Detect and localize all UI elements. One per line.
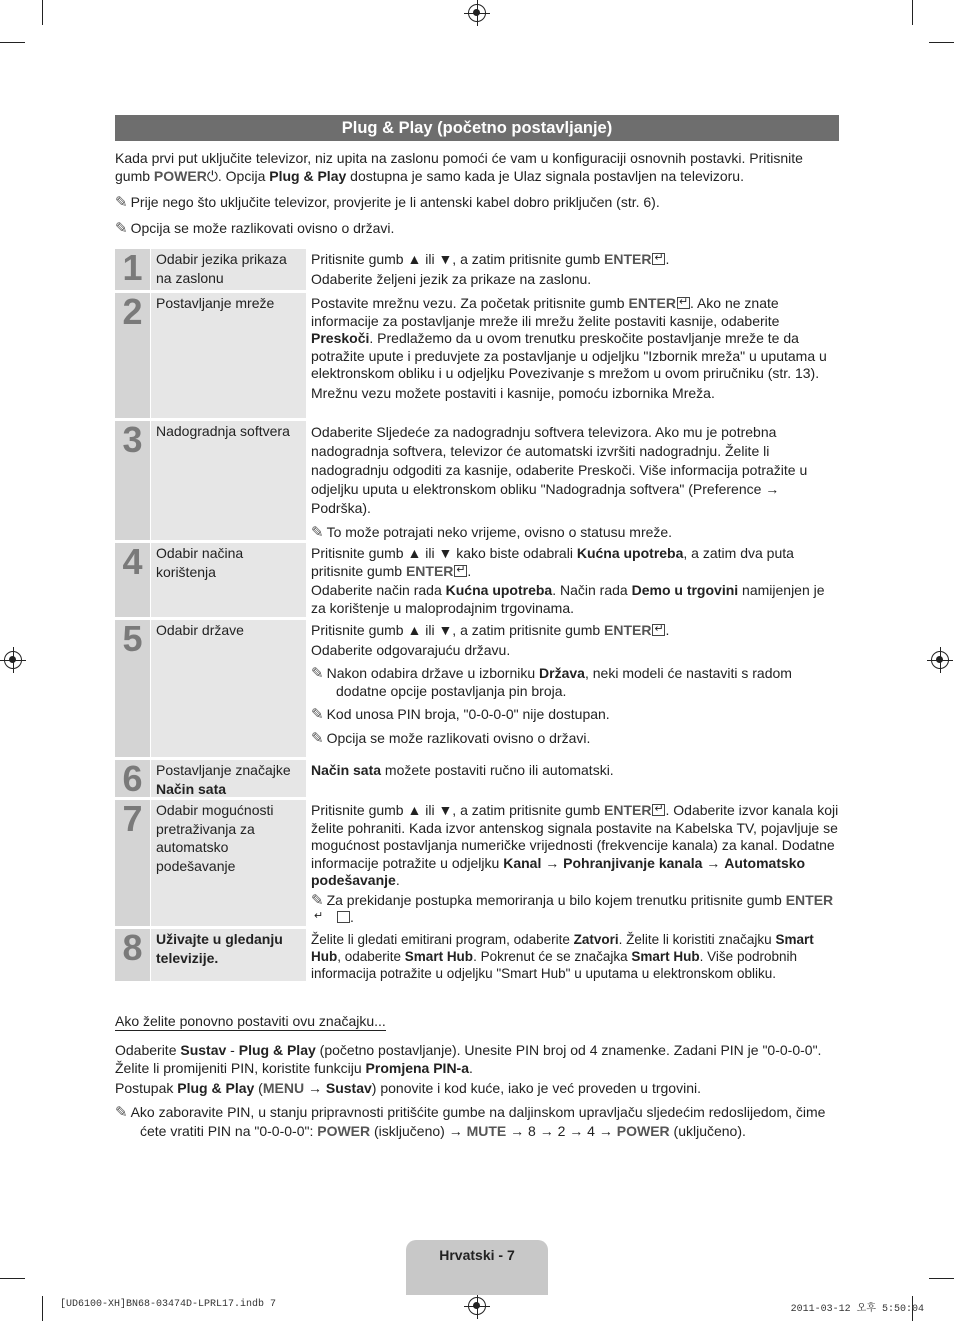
crop-mark	[0, 1278, 25, 1279]
step-description: Pritisnite gumb ▲ ili ▼, a zatim pritisnite gumb ENTER↵ . Odaberite željeni jezik za prikaze na zaslonu.	[306, 249, 839, 290]
step-label: Odabir mogućnosti pretraživanja za automatsko podešavanje	[151, 800, 306, 926]
registration-mark-icon	[468, 1297, 486, 1315]
steps-table	[115, 249, 839, 984]
step-row	[115, 421, 839, 540]
note-pencil-icon: ✎	[311, 706, 324, 723]
step-description: Način sata možete postaviti ručno ili automatski.	[311, 762, 614, 778]
step-number: 3	[115, 421, 150, 540]
crop-mark	[929, 42, 954, 43]
note: ✎ Opcija se može razlikovati ovisno o državi.	[115, 220, 395, 237]
step-number: 4	[115, 543, 150, 617]
step-description: Želite li gledati emitirani program, odaberite Zatvori. Želite li koristiti značajku Smart Hub, odaberite Smart Hub. Pokrenut će se značajka Smart Hub. Više podrobnih informacija potražite u odjeljku "Smart Hub" u uputama u elektronskom obliku.	[311, 932, 814, 981]
step-row	[115, 800, 839, 926]
note-pencil-icon: ✎	[115, 1104, 128, 1121]
step-number: 8	[115, 929, 150, 981]
step-number: 7	[115, 800, 150, 926]
note-pencil-icon: ✎	[115, 220, 128, 237]
step-number: 1	[115, 249, 150, 290]
page-title: Plug & Play (početno postavljanje)	[115, 115, 839, 141]
note-pencil-icon: ✎	[311, 729, 324, 747]
note-pencil-icon: ✎	[311, 891, 324, 909]
step-description: Pritisnite gumb ▲ ili ▼, a zatim pritisnite gumb ENTER↵ . Odaberite izvor kanala koji želite pohraniti. Kada izvor antenskog signala postavite na Kabelska TV, pojavljuje se mogućnost postavljanja numeričke vrijednosti (frekvencije kanala) za kanal. Dodatne informacije potražite u odjeljku Kanal → Pohranjivanje kanala → Automatsko podešavanje. ✎ Za prekidanje postupka memoriranja u bilo kojem trenutku pritisnite gumb ENTER↵.	[306, 800, 839, 926]
section-heading: Ako želite ponovno postaviti ovu značajku...	[115, 1013, 386, 1029]
step-description: Postavite mrežnu vezu. Za početak pritisnite gumb ENTER↵ . Ako ne znate informacije za postavljanje mreže ili mrežu želite postaviti kasnije, odaberite Preskoči. Predlažemo da u ovom trenutku preskočite postavljanje mreže te da potražite upute i preduvjete za postavljanje u odjeljku "Izbornik mreža" u uputama u elektronskom obliku i u odjeljku Povezivanje s mrežom u ovom priručniku (str. 13). Mrežnu vezu možete postaviti i kasnije, pomoću izbornika Mreža.	[306, 293, 839, 418]
crop-mark	[0, 42, 25, 43]
intro-text: Kada prvi put uključite televizor, niz upita na zaslonu pomoći će vam u konfiguraciji osnovnih postavki. Pritisnite gumb POWER⏻. Opcija Plug & Play dostupna je samo kada je Ulaz signala postavljen na televizoru.	[115, 150, 803, 184]
crop-mark	[929, 1278, 954, 1279]
step-label: Postavljanje mreže	[151, 293, 306, 418]
enter-icon	[652, 253, 665, 265]
step-row	[115, 293, 839, 418]
registration-mark-icon	[931, 651, 949, 669]
step-number: 6	[115, 760, 150, 797]
step-description: Pritisnite gumb ▲ ili ▼, a zatim pritisnite gumb ENTER↵ . Odaberite odgovarajuću državu. ✎ Nakon odabira države u izborniku Država, neki modeli će nastaviti s radom dodatne opcije postavljanja pin broja. ✎ Kod unosa PIN broja, "0-0-0-0" nije dostupan. ✎ Opcija se može razlikovati ovisno o državi.	[306, 620, 839, 757]
step-row	[115, 620, 839, 757]
note-pencil-icon: ✎	[311, 665, 324, 682]
enter-icon	[652, 804, 665, 816]
enter-icon	[337, 911, 350, 923]
note-pencil-icon: ✎	[115, 194, 128, 211]
step-description: Pritisnite gumb ▲ ili ▼ kako biste odabrali Kućna upotreba, a zatim dva puta pritisnite gumb ENTER↵ . Odaberite način rada Kućna upotreba. Način rada Demo u trgovini namijenjen je za korištenje u maloprodajnim trgovinama.	[306, 543, 839, 617]
step-label: Nadogradnja softvera	[151, 421, 306, 540]
step-label: Odabir jezika prikaza na zaslonu	[151, 249, 306, 290]
step-label: Uživajte u gledanju televizije.	[151, 929, 306, 981]
step-label: Postavljanje značajke Način sata	[151, 760, 306, 797]
step-row	[115, 760, 839, 797]
crop-mark	[42, 1296, 43, 1321]
enter-icon	[652, 624, 665, 636]
step-number: 2	[115, 293, 150, 418]
step-number: 5	[115, 620, 150, 757]
page-number-tab: Hrvatski - 7	[406, 1240, 548, 1295]
step-row	[115, 929, 839, 981]
note: ✎ Prije nego što uključite televizor, provjerite je li antenski kabel dobro priključen (str. 6).	[115, 194, 660, 211]
footer-timestamp: 2011-03-12 오후 5:50:04	[790, 1304, 924, 1315]
crop-mark	[42, 0, 43, 25]
step-row	[115, 543, 839, 617]
step-label: Odabir načina korištenja	[151, 543, 306, 617]
registration-mark-icon	[4, 651, 22, 669]
footer-file-info: [UD6100-XH]BN68-03474D-LPRL17.indb 7	[60, 1299, 277, 1310]
crop-mark	[912, 0, 913, 25]
registration-mark-icon	[468, 4, 486, 22]
enter-icon	[454, 565, 467, 577]
power-icon: ⏻	[206, 168, 218, 184]
step-row	[115, 249, 839, 290]
step-description: Odaberite Sljedeće za nadogradnju softvera televizora. Ako mu je potrebna nadogradnja softvera, televizor će automatski izvršiti nadogradnju. Želite li nadogradnju odgoditi za kasnije, odaberite Preskoči. Više informacija potražite u odjeljku uputa u elektronskom obliku "Nadogradnja softvera" (Preference → Podrška). ✎ To može potrajati neko vrijeme, ovisno o statusu mreže.	[311, 424, 808, 541]
enter-icon	[677, 297, 690, 309]
note-pencil-icon: ✎	[311, 524, 324, 541]
step-label: Odabir države	[151, 620, 306, 757]
reset-instructions: Odaberite Sustav - Plug & Play (početno postavljanje). Unesite PIN broj od 4 znamenke. Zadani PIN je "0-0-0-0". Želite li promijeniti PIN, koristite funkciju Promjena PIN-a. Postupak Plug & Play (MENU → Sustav) ponovite i kod kuće, iako je već proveden u trgovini. ✎ Ako zaboravite PIN, u stanju pripravnosti pritišćite gumbe na daljinskom upravljaču sljedećim redoslijedom, čime ćete vratiti PIN na "0-0-0-0": POWER (isključeno) → MUTE → 8 → 2 → 4 → POWER (uključeno).	[115, 1042, 826, 1139]
